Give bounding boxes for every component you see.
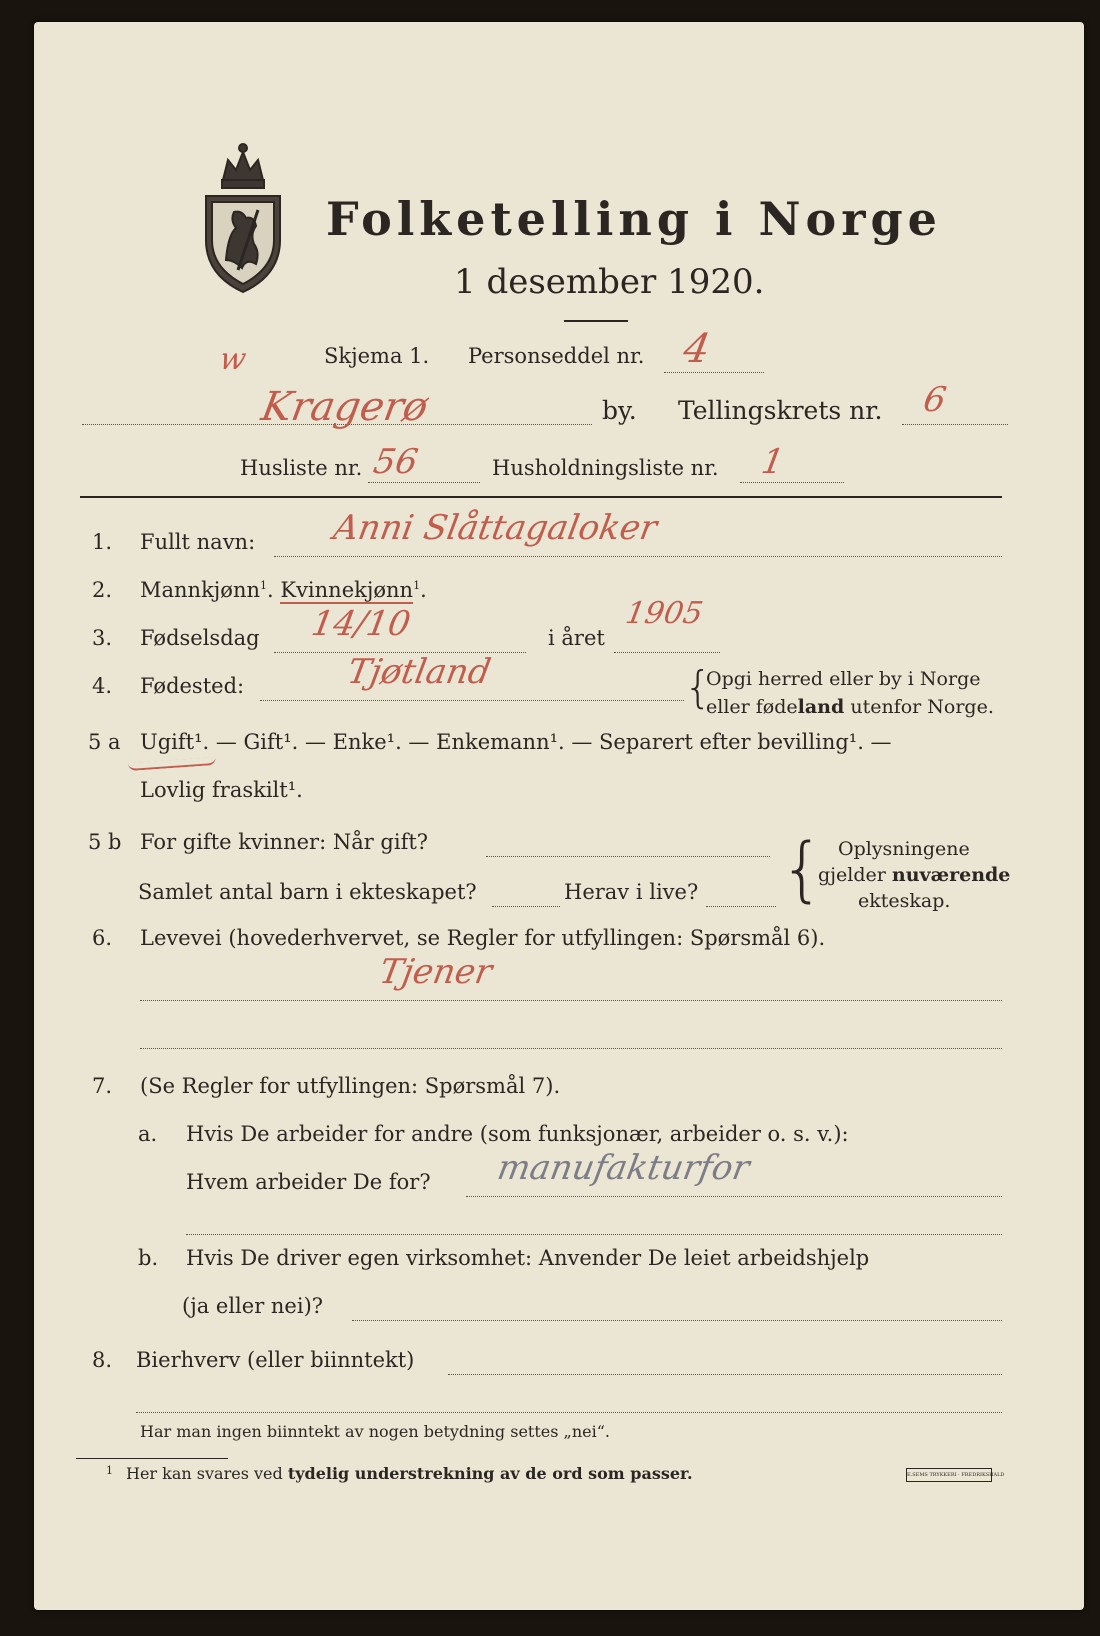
q5b-note-line2: gjelder nuværende — [818, 864, 1011, 886]
title-divider — [564, 320, 628, 322]
q1-line — [274, 556, 1002, 557]
q3-number: 3. — [92, 626, 113, 650]
q7b-line1: Hvis De driver egen virksomhet: Anvender De leiet arbeidshjelp — [186, 1246, 870, 1270]
personseddel-line — [664, 372, 764, 373]
q5b-note-line3: ekteskap. — [858, 890, 951, 912]
q4-number: 4. — [92, 674, 113, 698]
printer-stamp: E.SEMS TRYKKERI · FREDRIKSHALD — [906, 1468, 992, 1482]
q5b-brace: { — [780, 828, 825, 910]
q2-female-option[interactable]: Kvinnekjønn — [280, 578, 414, 602]
hired-help-line[interactable] — [352, 1320, 1002, 1321]
town-value[interactable]: Kragerø — [257, 384, 432, 430]
q5b-number: 5 b — [88, 830, 122, 854]
marital-status-options[interactable]: Ugift¹. — Gift¹. — Enke¹. — Enkemann¹. — Separert efter bevilling¹. — — [140, 730, 892, 754]
footnote-text: Her kan svares ved tydelig understrekning av de ord som passer. — [126, 1464, 693, 1483]
q4-note-line2: eller fødeland utenfor Norge. — [706, 696, 994, 718]
skjema-label: Skjema 1. — [324, 344, 430, 368]
census-date: 1 desember 1920. — [454, 262, 765, 302]
tellingskrets-label: Tellingskrets nr. — [678, 396, 883, 425]
employer-line — [466, 1196, 1002, 1197]
footnote-rule — [76, 1458, 228, 1459]
q8-label: Bierhverv (eller biinntekt) — [136, 1348, 415, 1372]
tellingskrets-line — [902, 424, 1008, 425]
q7b-line2: (ja eller nei)? — [182, 1294, 324, 1318]
q3-year-label: i året — [548, 626, 605, 650]
q4-line — [260, 700, 684, 701]
occupation-line1 — [140, 1000, 1002, 1001]
q2-male-option[interactable]: Mannkjønn — [140, 578, 261, 602]
norway-coat-of-arms-icon — [198, 140, 288, 300]
husholdning-label: Husholdningsliste nr. — [492, 456, 719, 480]
husholdning-value[interactable]: 1 — [758, 442, 788, 482]
occupation-value[interactable]: Tjener — [376, 952, 496, 992]
q5b-alive-label: Herav i live? — [564, 880, 699, 904]
q7a-letter: a. — [138, 1122, 158, 1146]
children-alive-line[interactable] — [706, 906, 776, 907]
husliste-value[interactable]: 56 — [370, 442, 421, 482]
q1-label: Fullt navn: — [140, 530, 256, 554]
q4-label: Fødested: — [140, 674, 245, 698]
side-income-line[interactable] — [448, 1374, 1002, 1375]
side-income-line2 — [136, 1412, 1002, 1413]
employer-line2 — [186, 1234, 1002, 1235]
marital-status-line2[interactable]: Lovlig fraskilt¹. — [140, 778, 303, 802]
q3-year-line — [614, 652, 720, 653]
q2-number: 2. — [92, 578, 113, 602]
by-label: by. — [602, 396, 637, 425]
town-prefix-handwriting: w — [216, 342, 249, 377]
q4-brace: { — [684, 662, 712, 713]
q5a-number: 5 a — [88, 730, 121, 754]
full-name-value[interactable]: Anni Slåttagaloker — [330, 508, 660, 548]
q3-label: Fødselsdag — [140, 626, 260, 650]
ugift-underline-mark — [128, 757, 216, 771]
occupation-line2 — [140, 1048, 1002, 1049]
q7b-letter: b. — [138, 1246, 159, 1270]
q5b-children-label: Samlet antal barn i ekteskapet? — [138, 880, 477, 904]
q1-number: 1. — [92, 530, 113, 554]
birth-year-value[interactable]: 1905 — [622, 596, 706, 631]
employer-value[interactable]: manufakturfor — [494, 1148, 753, 1188]
married-date-line[interactable] — [486, 856, 770, 857]
tellingskrets-value[interactable]: 6 — [920, 380, 950, 420]
q2-options: Mannkjønn$^1$. Kvinnekjønn$^1$. — [140, 578, 427, 602]
husliste-label: Husliste nr. — [240, 456, 363, 480]
q7a-line1: Hvis De arbeider for andre (som funksjonær, arbeider o. s. v.): — [186, 1122, 849, 1146]
q7-label: (Se Regler for utfyllingen: Spørsmål 7). — [140, 1074, 561, 1098]
q7-number: 7. — [92, 1074, 113, 1098]
birthplace-value[interactable]: Tjøtland — [344, 652, 494, 692]
q8-note: Har man ingen biinntekt av nogen betydning settes „nei“. — [140, 1422, 610, 1441]
q7a-line2: Hvem arbeider De for? — [186, 1170, 431, 1194]
q5b-note-line1: Oplysningene — [838, 838, 970, 860]
form-title: Folketelling i Norge — [326, 192, 942, 246]
personseddel-label: Personseddel nr. — [468, 344, 645, 368]
q6-number: 6. — [92, 926, 113, 950]
census-form-sheet — [34, 22, 1084, 1610]
children-count-line[interactable] — [492, 906, 560, 907]
husholdning-line — [740, 482, 844, 483]
husliste-line — [368, 482, 480, 483]
q6-label: Levevei (hovederhvervet, se Regler for utfyllingen: Spørsmål 6). — [140, 926, 826, 950]
q8-number: 8. — [92, 1348, 113, 1372]
header-rule — [80, 496, 1002, 498]
q5b-label: For gifte kvinner: Når gift? — [140, 830, 429, 854]
footnote-mark: 1 — [106, 1464, 113, 1477]
birthday-value[interactable]: 14/10 — [308, 604, 414, 644]
personseddel-value[interactable]: 4 — [679, 326, 714, 372]
q4-note-line1: Opgi herred eller by i Norge — [706, 668, 981, 690]
